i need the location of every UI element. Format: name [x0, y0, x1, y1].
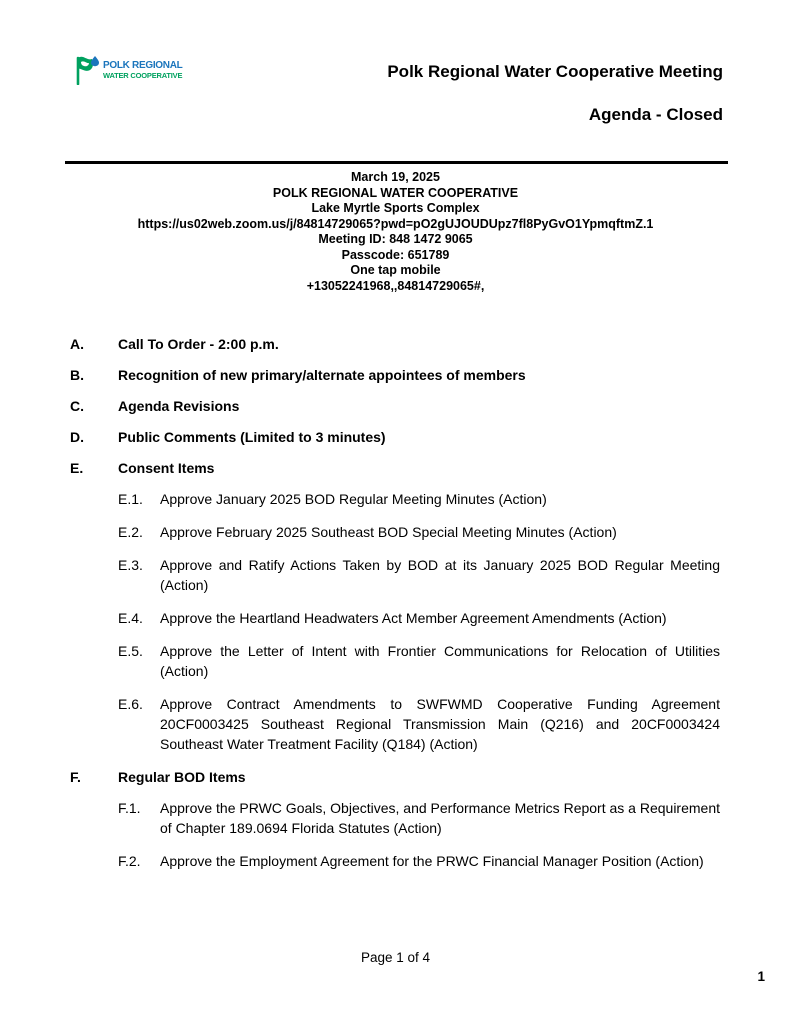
logo-name-line1: POLK REGIONAL	[103, 60, 183, 71]
agenda-item-public-comments	[70, 427, 720, 447]
prwc-logo-text	[103, 61, 182, 80]
one-tap-mobile-number: +13052241968,,84814729065#,	[306, 278, 485, 293]
subitem-text: Approve February 2025 Southeast BOD Special Meeting Minutes (Action)	[160, 524, 617, 540]
subitem-label: E.1.	[118, 491, 143, 507]
item-label: D.	[70, 429, 84, 445]
item-title: Public Comments (Limited to 3 minutes)	[118, 429, 386, 445]
agenda-subitem-f2	[118, 851, 720, 871]
agenda-subitem-f1	[118, 798, 720, 838]
agenda-item-agenda-revisions	[70, 396, 720, 416]
subitem-label: E.5.	[118, 643, 143, 659]
agenda-item-regular-bod-items	[70, 767, 720, 787]
subitem-text: Approve and Ratify Actions Taken by BOD at its January 2025 BOD Regular Meeting (Action)	[160, 557, 720, 593]
document-subtitle: Agenda - Closed	[588, 105, 723, 124]
document-title: Polk Regional Water Cooperative Meeting	[387, 62, 723, 81]
subitem-label: E.3.	[118, 557, 143, 573]
zoom-meeting-link[interactable]: https://us02web.zoom.us/j/84814729065?pwd=pO2gUJOUDUpz7fl8PyGvO1YpmqftmZ.1	[137, 216, 654, 231]
page-footer: Page 1 of 4	[360, 950, 431, 965]
agenda-subitem-e3	[118, 555, 720, 595]
agenda-list	[70, 334, 720, 871]
subitem-label: E.6.	[118, 696, 143, 712]
meeting-date: March 19, 2025	[351, 170, 440, 184]
agenda-item-consent-items	[70, 458, 720, 478]
document-header	[0, 0, 791, 125]
subitem-text: Approve the PRWC Goals, Objectives, and Performance Metrics Report as a Requirement of Chapter 189.0694 Florida Statutes (Action)	[160, 800, 720, 836]
subitem-label: F.1.	[118, 800, 141, 816]
prwc-logo	[74, 55, 182, 85]
consent-items-sublist	[118, 489, 720, 754]
agenda-subitem-e4	[118, 608, 720, 628]
item-label: A.	[70, 336, 84, 352]
item-title: Regular BOD Items	[118, 769, 246, 785]
meeting-id: Meeting ID: 848 1472 9065	[318, 232, 473, 246]
subitem-text: Approve the Heartland Headwaters Act Member Agreement Amendments (Action)	[160, 610, 667, 626]
item-label: C.	[70, 398, 84, 414]
meeting-passcode: Passcode: 651789	[341, 247, 450, 262]
item-label: F.	[70, 769, 81, 785]
item-title: Call To Order - 2:00 p.m.	[118, 336, 279, 352]
logo-name-line2: WATER COOPERATIVE	[103, 71, 183, 80]
agenda-subitem-e1	[118, 489, 720, 509]
item-title: Recognition of new primary/alternate appointees of members	[118, 367, 526, 383]
subitem-label: F.2.	[118, 853, 141, 869]
one-tap-mobile-label: One tap mobile	[350, 263, 441, 277]
subitem-label: E.2.	[118, 524, 143, 540]
header-titles	[387, 62, 723, 125]
agenda-subitem-e2	[118, 522, 720, 542]
meeting-location: Lake Myrtle Sports Complex	[311, 201, 480, 215]
agenda-item-call-to-order	[70, 334, 720, 354]
item-title: Consent Items	[118, 460, 215, 476]
item-label: E.	[70, 460, 84, 476]
regular-bod-items-sublist	[118, 798, 720, 871]
agenda-item-recognition	[70, 365, 720, 385]
agenda-subitem-e5	[118, 641, 720, 681]
subitem-text: Approve January 2025 BOD Regular Meeting Minutes (Action)	[160, 491, 547, 507]
header-divider-rule	[65, 161, 728, 164]
subitem-text: Approve the Letter of Intent with Frontier Communications for Relocation of Utilities (Action)	[160, 643, 720, 679]
subitem-text: Approve Contract Amendments to SWFWMD Cooperative Funding Agreement 20CF0003425 Southeast Regional Transmission Main (Q216) and 20CF0003424 Southeast Water Treatment Facility (Q184) (Action)	[160, 696, 720, 752]
subitem-label: E.4.	[118, 610, 143, 626]
meeting-organization: POLK REGIONAL WATER COOPERATIVE	[272, 185, 519, 200]
agenda-subitem-e6	[118, 694, 720, 754]
prwc-flag-water-drop-icon	[74, 55, 100, 85]
meeting-info-block	[0, 170, 791, 294]
subitem-text: Approve the Employment Agreement for the PRWC Financial Manager Position (Action)	[160, 853, 704, 869]
item-title: Agenda Revisions	[118, 398, 240, 414]
item-label: B.	[70, 367, 84, 383]
page-number: 1	[757, 969, 765, 984]
